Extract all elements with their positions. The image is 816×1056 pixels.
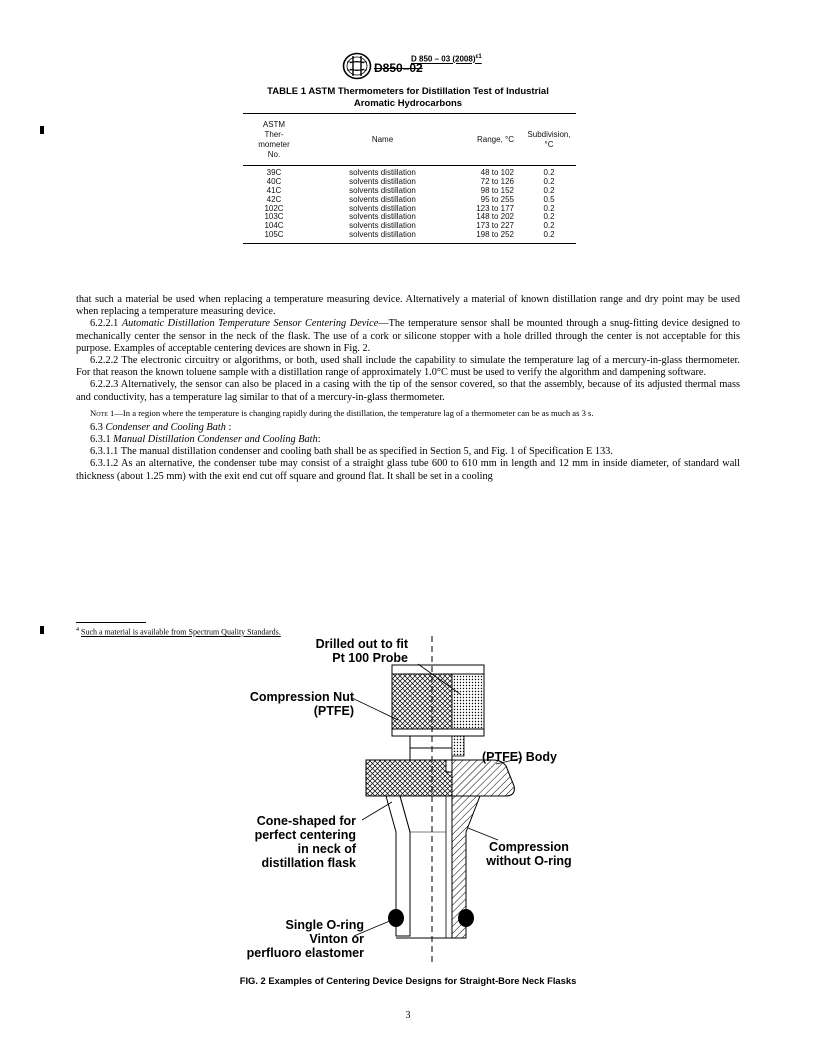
label-oring-line3: perfluoro elastomer <box>246 946 364 960</box>
cell-no: 102C <box>264 203 284 213</box>
cell-name: solvents distillation <box>349 176 416 186</box>
table-header-row <box>243 114 576 165</box>
label-cone-line1: Cone-shaped for <box>256 814 356 828</box>
cell-range: 95 to 255 <box>480 194 514 204</box>
section-title: Manual Distillation Condenser and Cooling Bath <box>113 434 318 446</box>
o-ring-left <box>388 909 404 927</box>
section-number: 6.2.2.1 <box>90 318 119 330</box>
footnote-mark: 4 <box>76 627 79 633</box>
table-row <box>243 231 576 240</box>
note-1 <box>76 408 740 419</box>
cell-range: 98 to 152 <box>480 185 514 195</box>
label-ptfe-body: (PTFE) Body <box>482 750 557 764</box>
table-body <box>243 166 576 243</box>
section-tail: : <box>225 421 232 433</box>
document-header <box>0 50 816 80</box>
label-compression-nut <box>226 690 354 718</box>
body-text <box>76 294 740 483</box>
cell-subdivision: 0.2 <box>543 212 555 222</box>
note-label: Note 1 <box>90 407 115 418</box>
figure-caption: FIG. 2 Examples of Centering Device Designs for Straight-Bore Neck Flasks <box>239 975 577 986</box>
table-caption-line2: Aromatic Hydrocarbons <box>353 97 463 109</box>
cell-range: 123 to 177 <box>476 203 514 213</box>
header-astm-no-line1: ASTM <box>262 119 286 129</box>
thread-section <box>410 736 464 760</box>
cell-subdivision: 0.2 <box>543 221 555 231</box>
compression-nut <box>392 665 484 736</box>
paragraph-6-3 <box>76 422 740 434</box>
cell-subdivision: 0.2 <box>543 230 555 240</box>
centering-device-drawing <box>0 636 816 966</box>
cell-range: 173 to 227 <box>476 221 514 231</box>
new-designation: D 850 – 03 $(2008)^{\varepsilon 1}$ <box>411 54 482 64</box>
cell-no: 104C <box>264 221 284 231</box>
cell-no: 42C <box>266 194 282 204</box>
cell-name: solvents distillation <box>349 194 416 204</box>
cell-name: solvents distillation <box>349 185 416 195</box>
paragraph-6-3-1-1: 6.3.1.1 The manual distillation condenser and cooling bath shall be as specified in Section 5, and Fig. 1 of Specification E 133. <box>90 446 613 458</box>
change-bar <box>40 626 44 634</box>
cell-subdivision: 0.2 <box>543 203 555 213</box>
cell-subdivision: 0.5 <box>543 194 555 204</box>
table-bottom-rule <box>243 243 576 244</box>
label-cone-line4: distillation flask <box>261 856 356 870</box>
header-name: Name <box>371 134 394 144</box>
label-single-oring <box>226 918 364 960</box>
cell-subdivision: 0.2 <box>543 185 555 195</box>
label-cone-line3: in neck of <box>297 842 356 856</box>
label-cone-shaped <box>226 814 356 870</box>
cell-name: solvents distillation <box>349 221 416 231</box>
label-oring-line1: Single O-ring <box>285 918 364 932</box>
cell-no: 40C <box>266 176 282 186</box>
old-designation: D850–02 <box>374 61 423 75</box>
cell-no: 103C <box>264 212 284 222</box>
section-number: 6.3.1 <box>90 434 111 446</box>
label-comp-line1: Compression <box>489 840 569 854</box>
label-comp-line2: without O-ring <box>486 854 572 868</box>
table-caption-line1: TABLE 1 ASTM Thermometers for Distillation Test of Industrial <box>267 86 549 97</box>
section-text: —The temperature sensor shall be mounted through a snug-fitting device designed to mechanically center the sensor in the neck of the flask. The use of a cork or silicone stopper with a hole drilled through the center is not acceptable for this purpose. Examples of acceptable centering devices are shown in Fig. 2. <box>76 318 741 354</box>
paragraph-6-2-2-3: 6.2.2.3 Alternatively, the sensor can also be placed in a casing with the tip of the sensor covered, so that the assembly, because of its adjusted thermal mass and conductivity, has a temperature lag similar to that of a mercury-in-glass thermometer. <box>76 379 740 403</box>
label-drilled-line1: Drilled out to fit <box>315 637 408 651</box>
label-nut-line2: (PTFE) <box>313 704 354 718</box>
label-compression-without-oring <box>474 840 584 868</box>
label-oring-line2: Vinton or <box>309 932 364 946</box>
header-subdivision-line1: Subdivision, <box>527 129 571 139</box>
cell-name: solvents distillation <box>349 212 416 222</box>
label-drilled-out <box>300 637 408 665</box>
label-cone-line2: perfect centering <box>254 828 356 842</box>
paragraph-6-3-1 <box>76 434 740 446</box>
section-title: Condenser and Cooling Bath <box>105 421 226 433</box>
cell-range: 148 to 202 <box>476 212 514 222</box>
header-astm-no <box>243 120 305 160</box>
section-number: 6.3 <box>90 421 103 433</box>
label-drilled-line2: Pt 100 Probe <box>332 651 408 665</box>
table-caption <box>210 86 606 109</box>
change-bar <box>40 126 44 134</box>
cell-no: 105C <box>264 230 284 240</box>
header-astm-no-line4: No. <box>267 149 281 159</box>
cell-subdivision: 0.2 <box>543 168 555 177</box>
cell-name: solvents distillation <box>349 168 416 177</box>
cell-no: 41C <box>266 185 282 195</box>
header-subdivision-line2: °C <box>544 139 554 149</box>
header-subdivision <box>522 130 576 150</box>
label-nut-line1: Compression Nut <box>249 690 354 704</box>
cell-name: solvents distillation <box>349 203 416 213</box>
paragraph-6-2-2-2: 6.2.2.2 The electronic circuitry or algorithms, or both, used shall include the capability to simulate the temperature lag of a mercury-in-glass thermometer. For that reason the known toluene sample with a distillation range of approximately 1.0°C must be used to verify the algorithm and dampening software. <box>76 355 740 379</box>
header-astm-no-line2: Ther- <box>264 129 284 139</box>
section-tail: : <box>317 434 321 446</box>
cell-name: solvents distillation <box>349 230 416 240</box>
page-number: 3 <box>405 1010 411 1021</box>
footnote-text: Such a material is available from Spectrum Quality Standards. <box>81 627 281 637</box>
astm-logo-icon <box>342 52 372 80</box>
cell-range: 72 to 126 <box>480 176 514 186</box>
thermometer-table <box>243 113 576 244</box>
epsilon-superscript: ε1 <box>475 54 482 60</box>
cell-no: 39C <box>266 168 282 177</box>
header-astm-no-line3: mometer <box>258 139 290 149</box>
paragraph-6-3-1-2: 6.3.1.2 As an alternative, the condenser tube may consist of a straight glass tube 600 to 610 mm in length and 12 mm in inside diameter, of standard wall thickness (about 1.25 mm) with the exit end cut off square and ground flat. It shall be set in a cooling <box>76 458 740 482</box>
cell-range: 48 to 102 <box>480 168 514 177</box>
cell-range: 198 to 252 <box>476 230 514 240</box>
cell-subdivision: 0.2 <box>543 176 555 186</box>
paragraph-6-2-2-1 <box>76 318 740 355</box>
header-range: Range, °C <box>477 134 514 144</box>
o-ring-right <box>458 909 474 927</box>
note-text: —In a region where the temperature is changing rapidly during the distillation, the temperature lag of a thermometer can be as much as 3 s. <box>114 407 594 418</box>
paragraph-continuation: that such a material be used when replacing a temperature measuring device. Alternatively a material of known distillation range and dry point may be used when replacing a temperature measuring device. <box>76 294 740 318</box>
section-title: Automatic Distillation Temperature Sensor Centering Device <box>121 318 379 330</box>
footnote-rule <box>76 622 146 623</box>
